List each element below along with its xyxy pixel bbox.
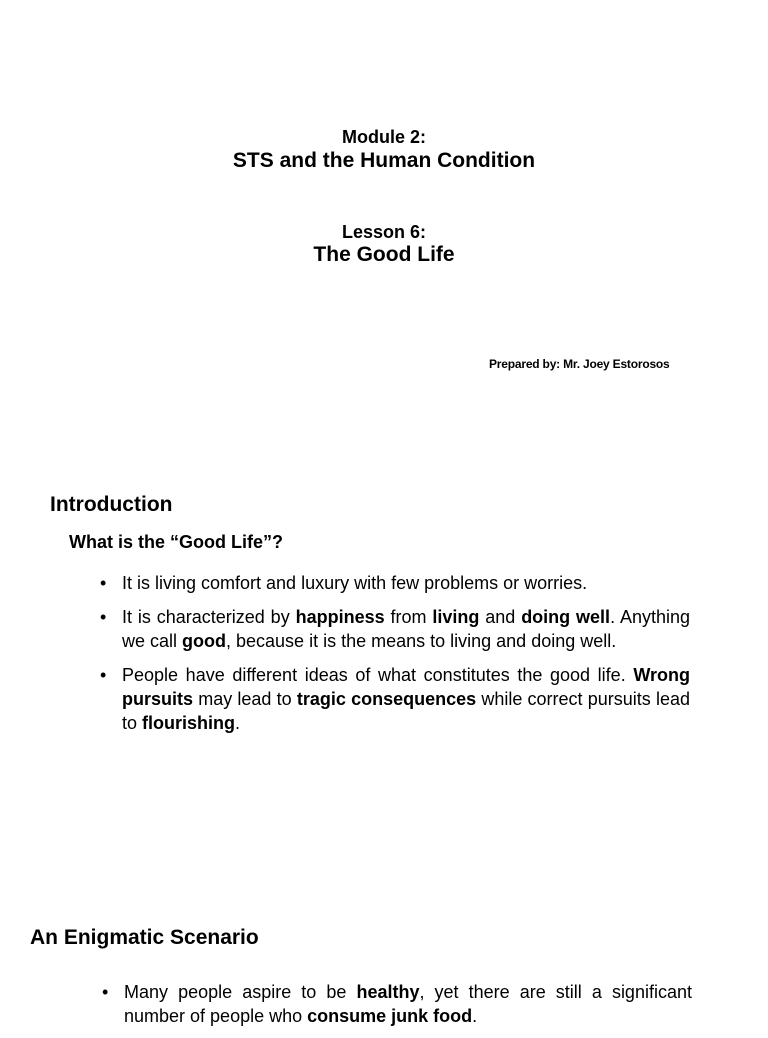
bold-term: healthy [356,982,420,1002]
bullet-icon: • [100,665,107,685]
bold-term: flourishing [142,713,236,733]
bullet-text: , yet there are still a significant number of people who [124,982,692,1026]
bold-term: doing well [521,607,611,627]
bullet-text: People have different ideas of what constitutes the good life. [122,665,634,685]
bullet-text: . [235,713,241,733]
introduction-heading: Introduction [50,493,173,516]
good-life-question: What is the “Good Life”? [69,532,283,552]
bold-term: tragic consequences [296,689,477,709]
module-title: STS and the Human Condition [232,149,536,172]
introduction-bullet-list [100,571,690,745]
bullet-text: while correct pursuits lead to [122,689,690,733]
lesson-label: Lesson 6: [341,222,427,242]
prepared-by: Prepared by: Mr. Joey Estorosos [489,357,670,371]
bold-term: happiness [295,607,385,627]
bullet-text: may lead to [193,689,297,709]
bullet-icon: • [100,573,107,593]
bullet-icon: • [100,607,107,627]
scenario-bullet-list [102,980,692,1038]
lesson-title: The Good Life [313,243,455,266]
bullet-text: It is characterized by [122,607,296,627]
bullet-text: . [472,1006,478,1026]
bullet-text: and [479,607,522,627]
bullet-item [100,663,690,735]
bullet-item [100,571,690,595]
bold-term: good [182,631,227,651]
bullet-text: , because it is the means to living and doing well. [226,631,617,651]
bullet-text: It is living comfort and luxury with few problems or worries. [122,573,588,593]
bullet-text: . Anything we call [122,607,690,651]
enigmatic-scenario-heading: An Enigmatic Scenario [30,926,259,949]
bold-term: Wrong pursuits [122,665,690,709]
bold-term: consume junk food [307,1006,473,1026]
module-label: Module 2: [342,127,426,147]
bold-term: living [432,607,480,627]
bullet-text: from [384,607,433,627]
bullet-item [102,980,692,1028]
bullet-text: Many people aspire to be [124,982,357,1002]
bullet-item [100,605,690,653]
bullet-icon: • [102,982,109,1002]
